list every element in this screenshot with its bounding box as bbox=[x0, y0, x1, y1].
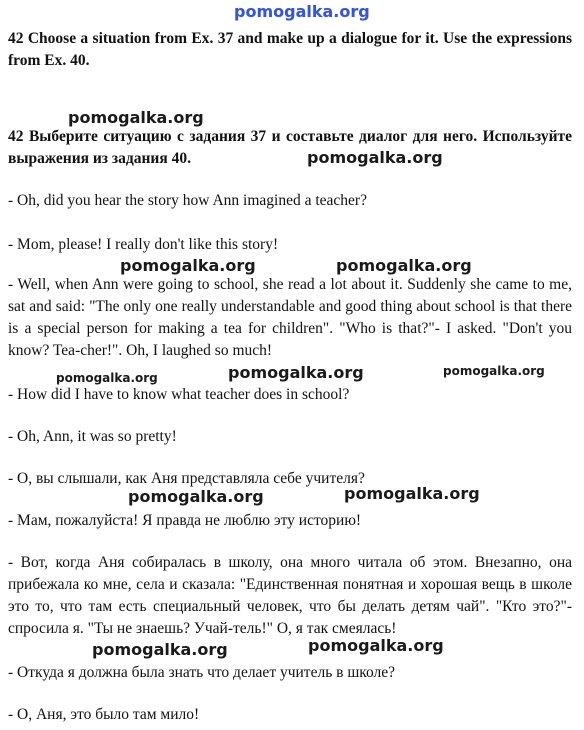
watermark-top: pomogalka.org bbox=[234, 2, 370, 21]
watermark: pomogalka.org bbox=[128, 487, 264, 506]
task-heading-ru: 42 Выберите ситуацию с задания 37 и составьте диалог для него. Используйте выражения из задания 40. bbox=[8, 128, 572, 167]
dialogue-line-en: - Oh, did you hear the story how Ann imagined a teacher? bbox=[8, 192, 367, 209]
watermark: pomogalka.org bbox=[92, 640, 228, 659]
watermark: pomogalka.org bbox=[68, 108, 204, 127]
task-heading-en: 42 Choose a situation from Ex. 37 and make up a dialogue for it. Use the expressions from Ex. 40. bbox=[8, 30, 572, 69]
watermark: pomogalka.org bbox=[443, 364, 545, 378]
dialogue-line-ru: - О, Аня, это было там мило! bbox=[8, 706, 200, 723]
dialogue-line-en: - Well, when Ann were going to school, she read a lot about it. Suddenly she came to me, sat and said: "The only one really understandable and good thing about school is that there is a special person for making a tea for children". "Who is that?"- I asked. "Don't you know? Tea-cher!". Oh, I laughed so much! bbox=[8, 276, 572, 359]
dialogue-line-ru: - Откуда я должна была знать что делает учитель в школе? bbox=[8, 664, 396, 681]
dialogue-line-ru: - Мам, пожалуйста! Я правда не люблю эту историю! bbox=[8, 512, 362, 529]
dialogue-line-en: - How did I have to know what teacher does in school? bbox=[8, 386, 350, 403]
watermark: pomogalka.org bbox=[228, 363, 364, 382]
dialogue-line-en: - Mom, please! I really don't like this story! bbox=[8, 236, 279, 253]
watermark: pomogalka.org bbox=[336, 256, 472, 275]
watermark: pomogalka.org bbox=[120, 256, 256, 275]
dialogue-line-ru: - Вот, когда Аня собиралась в школу, она много читала об этом. Внезапно, она прибежала ко мне, села и сказала: "Единственная понятная и хорошая вещь в школе это то, что там есть специальный человек, что бы делать детям чай". "Кто это?"- спросила я. "Ты не знаешь? Учай-тель!" О, я так смеялась! bbox=[8, 554, 572, 637]
watermark: pomogalka.org bbox=[307, 148, 443, 167]
watermark: pomogalka.org bbox=[308, 636, 444, 655]
watermark: pomogalka.org bbox=[56, 371, 158, 385]
dialogue-line-en: - Oh, Ann, it was so pretty! bbox=[8, 428, 177, 445]
watermark: pomogalka.org bbox=[344, 484, 480, 503]
dialogue-line-ru: - О, вы слышали, как Аня представляла себе учителя? bbox=[8, 470, 365, 487]
